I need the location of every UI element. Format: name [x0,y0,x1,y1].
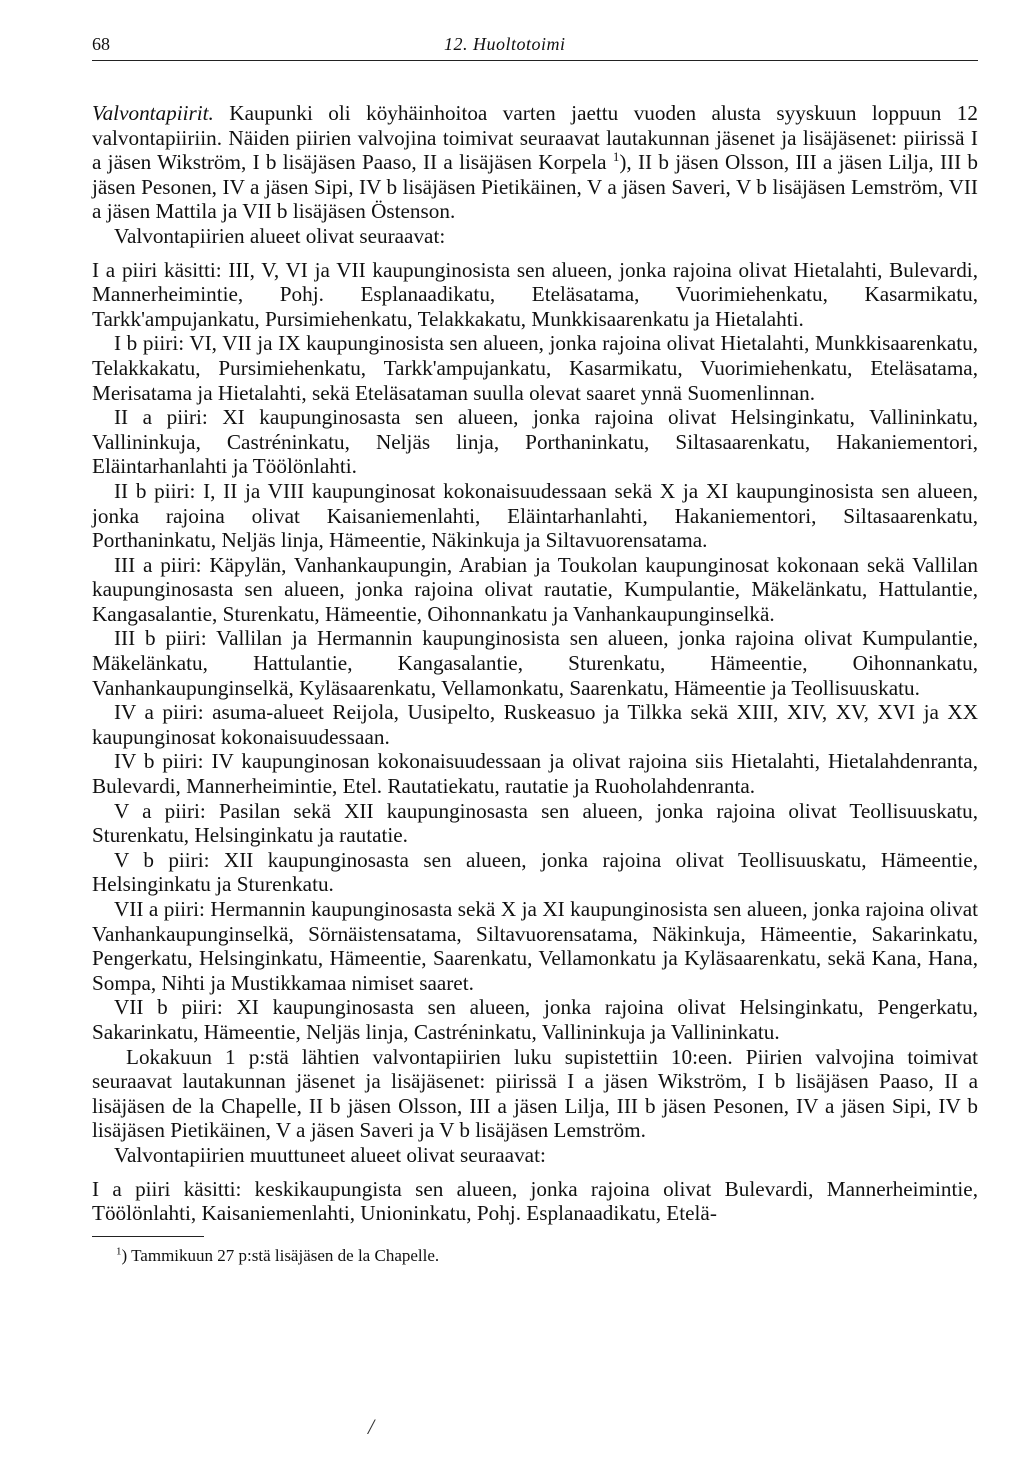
district-paragraph-ii-b: II b piiri: I, II ja VIII kaupunginosat kokonaisuudessaan sekä X ja XI kaupunginosista sen alueen, jonka rajoina olivat Kaisaniemenlahti, Eläintarhanlahti, Hakaniementori, Siltasaarenkatu, Porthaninkatu, Neljäs linja, Hämeentie, Näkinkuja ja Siltavuorensatama. [92,478,978,553]
footnote-divider [92,1236,204,1237]
changed-areas-heading: Valvontapiirien muuttuneet alueet olivat seuraavat: [114,1142,546,1167]
page-number: 68 [92,34,110,54]
page-header [92,28,978,61]
district-paragraph-iii-a: III a piiri: Käpylän, Vanhankaupungin, Arabian ja Toukolan kaupunginosat kokonaan sekä Vallilan kaupunginosasta sen alueen, jonka rajoina olivat rautatie, Kumpulantie, Mäkelänkatu, Hattulantie, Kangasalantie, Sturenkatu, Hämeentie, Oihonnankatu ja Vanhankaupunginselkä. [92,552,978,626]
footnote [92,1245,978,1267]
district-paragraph-i-a: I a piiri käsitti: III, V, VI ja VII kaupunginosista sen alueen, jonka rajoina olivat Hietalahti, Bulevardi, Mannerheimintie, Pohj. Esplanaadikatu, Eteläsatama, Vuorimiehenkatu, Kasarmikatu, Tarkk'ampujankatu, Pursimiehenkatu, Telakkakatu, Munkkisaarenkatu ja Hietalahti. [92,257,978,331]
district-paragraph-vii-b: VII b piiri: XI kaupunginosasta sen alueen, jonka rajoina olivat Helsinginkatu, Pengerkatu, Sakarinkatu, Hämeentie, Neljäs linja, Castréninkatu, Vallininkuja ja Vallininkatu. [92,995,978,1044]
changed-district-paragraph-i-a: I a piiri käsitti: keskikaupungista sen alueen, jonka rajoina olivat Bulevardi, Mannerheimintie, Töölönlahti, Kaisaniemenlahti, Unioninkatu, Pohj. Esplanaadikatu, Etelä- [92,1176,978,1226]
district-paragraph-iv-b: IV b piiri: IV kaupunginosan kokonaisuudessaan ja olivat rajoina siis Hietalahti, Hietalahdenranta, Bulevardi, Mannerheimintie, Etel. Rautatiekatu, rautatie ja Ruoholahdenranta. [92,749,978,799]
district-paragraph-ii-a: II a piiri: XI kaupunginosasta sen alueen, jonka rajoina olivat Helsinginkatu, Vallininkatu, Vallininkuja, Castréninkatu, Neljäs linja, Porthaninkatu, Siltasaarenkatu, Hakaniementori, Eläintarhanlahti ja Töölönlahti. [92,405,978,479]
running-title: 12. Huoltotoimi [444,34,566,54]
stray-mark: / [368,1414,375,1439]
document-page [92,28,978,1267]
intro-text-part-1: Kaupunki oli köyhäinhoitoa varten jaettu vuoden alusta syyskuun loppuun 12 valvontapiiriin. Näiden piirien valvojina toimivat seuraavat lautakunnan jäsenet ja lisäjäsenet: piirissä I a jäsen Wikström, I b lisäjäsen Paaso, II a lisäjäsen Korpela [92,101,978,175]
section-title: Valvontapiirit. [92,101,214,125]
district-paragraph-v-b: V b piiri: XII kaupunginosasta sen alueen, jonka rajoina olivat Teollisuuskatu, Hämeentie, Helsinginkatu ja Sturenkatu. [92,847,978,897]
footnote-reference: 1 [612,149,620,165]
district-paragraph-iii-b: III b piiri: Vallilan ja Hermannin kaupunginosista sen alueen, jonka rajoina olivat Kumpulantie, Mäkelänkatu, Hattulantie, Kangasalantie, Sturenkatu, Hämeentie, Oihonnankatu, Vanhankaupunginselkä, Kyläsaarenkatu, Vellamonkatu, Saarenkatu, Hämeentie ja Teollisuuskatu. [92,626,978,700]
district-paragraph-iv-a: IV a piiri: asuma-alueet Reijola, Uusipelto, Ruskeasuo ja Tilkka sekä XIII, XIV, XV, XVI ja XX kaupunginosat kokonaisuudessaan. [92,700,978,749]
district-paragraph-i-b: I b piiri: VI, VII ja IX kaupunginosista sen alueen, jonka rajoina olivat Hietalahti, Munkkisaarenkatu, Telakkakatu, Pursimiehenkatu, Tarkk'ampujankatu, Kasarmikatu, Vuorimiehenkatu, Eteläsatama, Merisatama ja Hietalahti, sekä Eteläsataman suulla olevat saaret ynnä Suomenlinnan. [92,331,978,405]
intro-paragraph [92,101,978,224]
footnote-mark: 1 [116,1245,122,1258]
areas-heading: Valvontapiirien alueet olivat seuraavat: [114,223,446,248]
october-paragraph: Lokakuun 1 p:stä lähtien valvontapiirien luku supistettiin 10:een. Piirien valvojina toimivat seuraavat lautakunnan jäsenet ja lisäjäsenet: piirissä I a jäsen Wikström, I b lisäjäsen Paaso, II a lisäjäsen de la Chapelle, II b jäsen Olsson, III a jäsen Lilja, III b jäsen Pesonen, IV a jäsen Sipi, IV b lisäjäsen Pietikäinen, V a jäsen Saveri ja V b lisäjäsen Lemström. [92,1044,978,1143]
footnote-text: ) Tammikuun 27 p:stä lisäjäsen de la Chapelle. [121,1245,440,1265]
intro-text-part-2: ), II b jäsen Olsson, III a jäsen Lilja, III b jäsen Pesonen, IV a jäsen Sipi, IV b lisäjäsen Pietikäinen, V a jäsen Saveri, V b lisäjäsen Lemström, VII a jäsen Mattila ja VII b lisäjäsen Östenson. [92,150,979,224]
district-paragraph-v-a: V a piiri: Pasilan sekä XII kaupunginosasta sen alueen, jonka rajoina olivat Teollisuuskatu, Sturenkatu, Helsinginkatu ja rautatie. [92,798,978,848]
district-paragraph-vii-a: VII a piiri: Hermannin kaupunginosasta sekä X ja XI kaupunginosista sen alueen, jonka rajoina olivat Vanhankaupunginselkä, Sörnäistensatama, Siltavuorensatama, Näkinkuja, Hämeentie, Sakarinkatu, Pengerkatu, Helsinginkatu, Hämeentie, Saarenkatu, Vellamonkatu ja Kyläsaarenkatu, sekä Kana, Hana, Sompa, Nihti ja Mustikkamaa nimiset saaret. [92,897,978,995]
body-text [92,101,978,1226]
